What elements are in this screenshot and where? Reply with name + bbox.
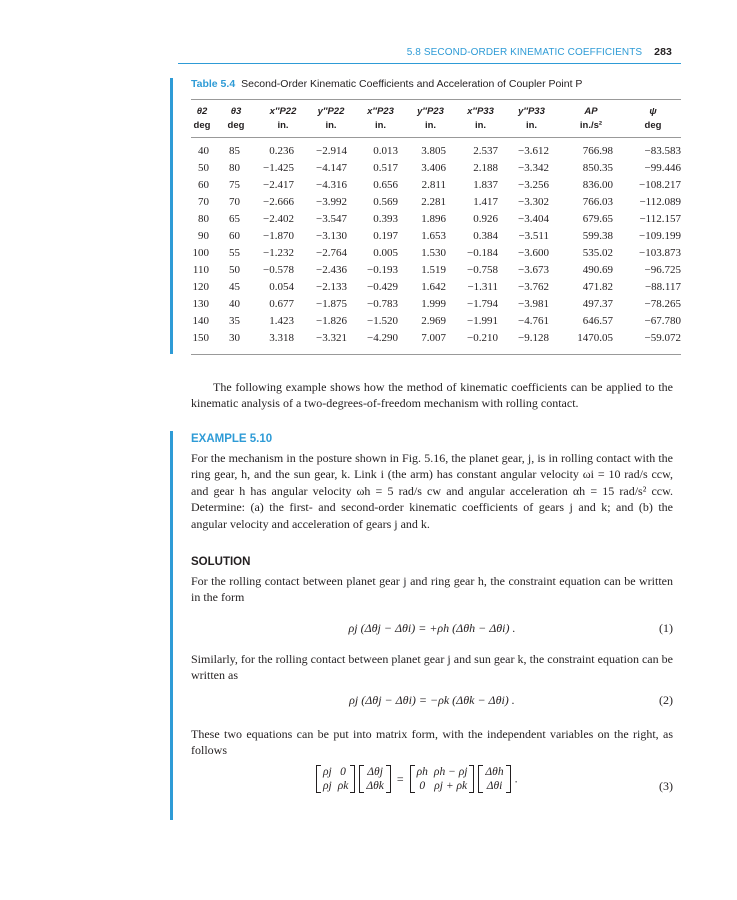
table-row xyxy=(191,193,681,210)
table-cell: −0.210 xyxy=(467,331,498,344)
m2-r2c1: 0 xyxy=(419,780,426,792)
table-cell: −2.764 xyxy=(316,246,347,259)
table-row xyxy=(191,227,681,244)
table-cell: −0.783 xyxy=(367,297,398,310)
table-row xyxy=(191,261,681,278)
table-cell: −1.520 xyxy=(367,314,398,327)
table-cell: 0.054 xyxy=(269,280,294,293)
table-cell: 1.519 xyxy=(421,263,446,276)
table-cell: −99.446 xyxy=(644,161,681,174)
table-cell: 35 xyxy=(229,314,240,327)
table-cell: −2.436 xyxy=(316,263,347,276)
table-cell: 3.406 xyxy=(421,161,446,174)
header-unit: deg xyxy=(227,119,245,131)
table-cell: 1.423 xyxy=(269,314,294,327)
table-cell: 80 xyxy=(229,161,240,174)
table-cell: −0.193 xyxy=(367,263,398,276)
table-cell: 110 xyxy=(192,263,209,276)
table-cell: −3.302 xyxy=(518,195,549,208)
table-cell: −112.089 xyxy=(639,195,681,208)
m1-r2c2: ρk xyxy=(337,780,349,792)
table-cell: −3.612 xyxy=(518,144,549,157)
table-cell: −1.870 xyxy=(263,229,294,242)
table-cell: 3.318 xyxy=(269,331,294,344)
table-cell: −1.425 xyxy=(263,161,294,174)
solution-para-2: Similarly, for the rolling contact between planet gear j and sun gear k, the constraint equation can be written as xyxy=(191,652,673,683)
equation-1-body: ρj (Δθj − Δθi) = +ρh (Δθh − Δθi) . xyxy=(348,621,516,635)
table-cell: −4.147 xyxy=(316,161,347,174)
equals-sign: = xyxy=(396,771,404,786)
section-title: 5.8 SECOND-ORDER KINEMATIC COEFFICIENTS xyxy=(406,47,643,58)
table-cell: 1.417 xyxy=(473,195,498,208)
table-cell: 2.811 xyxy=(421,178,446,191)
running-head xyxy=(0,46,672,58)
equation-2-number: (2) xyxy=(659,693,673,707)
table-cell: 836.00 xyxy=(582,178,613,191)
table-cell: 150 xyxy=(192,331,209,344)
m2-r1c2: ρh − ρj xyxy=(433,766,468,778)
table-cell: −83.583 xyxy=(644,144,681,157)
table-cell: −3.256 xyxy=(518,178,549,191)
table-cell: 75 xyxy=(229,178,240,191)
header-symbol: AP xyxy=(584,105,598,117)
table-cell: −67.780 xyxy=(644,314,681,327)
m2-r2c2: ρj + ρk xyxy=(434,780,468,792)
table-cell: −3.130 xyxy=(316,229,347,242)
table-cell: −3.342 xyxy=(518,161,549,174)
equation-2 xyxy=(191,693,673,715)
page-number: 283 xyxy=(654,46,672,58)
table-cell: 70 xyxy=(229,195,240,208)
header-unit: in. xyxy=(325,119,337,131)
table-cell: −88.117 xyxy=(644,280,681,293)
table-cell: 50 xyxy=(229,263,240,276)
table-cell: 0.517 xyxy=(373,161,398,174)
table-cell: −3.547 xyxy=(316,212,347,225)
table-header-rule xyxy=(191,137,681,138)
table-cell: −3.511 xyxy=(518,229,549,242)
table-cell: −0.429 xyxy=(367,280,398,293)
v1-r1: Δθj xyxy=(367,766,383,778)
table-cell: −4.316 xyxy=(316,178,347,191)
table-row xyxy=(191,210,681,227)
coefficient-matrix-left xyxy=(316,765,355,793)
table-cell: 0.197 xyxy=(373,229,398,242)
table-cell: 766.03 xyxy=(582,195,613,208)
table-row xyxy=(191,329,681,346)
table-row xyxy=(191,142,681,159)
table-cell: 140 xyxy=(192,314,209,327)
table-cell: 0.926 xyxy=(473,212,498,225)
header-unit: in. xyxy=(525,119,538,131)
table-cell: 2.969 xyxy=(421,314,446,327)
example-text: For the mechanism in the posture shown in Fig. 5.16, the planet gear, j, is in rolling contact with the ring gear, h, and the sun gear, k. Link i (the arm) has constant angular velocity ωi = 10 rad/s ccw, and gear h has angular velocity ωh = 5 rad/s cw and angular acceleration αh = 15 rad/s² ccw. Determine: (a) the first- and second-order kinematic coefficients of gears j and k; and (b) the angular velocity and acceleration of gears j and k. xyxy=(191,451,673,531)
table-cell: −1.232 xyxy=(263,246,294,259)
table-cell: 2.537 xyxy=(473,144,498,157)
table-cell: 0.569 xyxy=(373,195,398,208)
table-margin-bar xyxy=(170,78,173,354)
table-cell: 40 xyxy=(229,297,240,310)
header-rule xyxy=(178,63,681,64)
example-label: EXAMPLE 5.10 xyxy=(191,433,273,445)
table-cell: −2.914 xyxy=(316,144,347,157)
table-cell: 490.69 xyxy=(582,263,613,276)
matrix-equation xyxy=(316,765,518,793)
table-row xyxy=(191,312,681,329)
header-symbol: y″P22 xyxy=(317,105,345,117)
table-row xyxy=(191,295,681,312)
table-cell: 0.384 xyxy=(473,229,498,242)
table-cell: −109.199 xyxy=(639,229,681,242)
equation-3 xyxy=(191,765,673,809)
v1-r2: Δθk xyxy=(366,780,384,792)
v2-r1: Δθh xyxy=(485,766,504,778)
independent-vector xyxy=(478,765,510,793)
table-row xyxy=(191,278,681,295)
table-row xyxy=(191,159,681,176)
example-margin-bar xyxy=(170,431,173,820)
table-cell: −3.321 xyxy=(316,331,347,344)
table-cell: 1.896 xyxy=(421,212,446,225)
table-cell: −2.417 xyxy=(263,178,294,191)
table-cell: −4.761 xyxy=(518,314,549,327)
table-cell: 85 xyxy=(229,144,240,157)
table-cell: −2.133 xyxy=(316,280,347,293)
table-cell: −78.265 xyxy=(644,297,681,310)
dependent-vector xyxy=(359,765,391,793)
table-cell: 646.57 xyxy=(582,314,613,327)
table-cell: 70 xyxy=(198,195,209,208)
table-cell: −3.404 xyxy=(518,212,549,225)
header-unit: in. xyxy=(424,119,437,131)
table-cell: −59.072 xyxy=(644,331,681,344)
table-cell: 90 xyxy=(198,229,209,242)
table-cell: −2.402 xyxy=(263,212,294,225)
table-cell: 65 xyxy=(229,212,240,225)
table-row xyxy=(191,176,681,193)
table-cell: −0.184 xyxy=(467,246,498,259)
table-cell: 0.656 xyxy=(373,178,398,191)
header-symbol: x″P33 xyxy=(467,105,494,117)
table-cell: 1.999 xyxy=(421,297,446,310)
table-cell: −1.826 xyxy=(316,314,347,327)
solution-heading: SOLUTION xyxy=(191,556,251,568)
table-cell: 55 xyxy=(229,246,240,259)
header-symbol: x″P23 xyxy=(367,105,394,117)
table-cell: 497.37 xyxy=(582,297,613,310)
table-cell: −103.873 xyxy=(639,246,681,259)
table-top-rule xyxy=(191,99,681,100)
table-cell: −1.311 xyxy=(467,280,498,293)
header-symbol: x″P22 xyxy=(269,105,297,117)
table-cell: 45 xyxy=(229,280,240,293)
header-unit: in. xyxy=(374,119,387,131)
table-cell: −96.725 xyxy=(644,263,681,276)
table-header xyxy=(191,104,681,132)
header-unit: in./s² xyxy=(579,119,603,131)
equation-3-number: (3) xyxy=(659,779,673,793)
table-row xyxy=(191,244,681,261)
table-cell: 130 xyxy=(192,297,209,310)
table-cell: −3.762 xyxy=(518,280,549,293)
header-unit: in. xyxy=(277,119,289,131)
table-cell: −1.991 xyxy=(467,314,498,327)
header-unit: deg xyxy=(644,119,662,131)
table-cell: 7.007 xyxy=(421,331,446,344)
table-cell: 0.005 xyxy=(373,246,398,259)
table-cell: 40 xyxy=(198,144,209,157)
table-cell: −3.981 xyxy=(518,297,549,310)
table-cell: −108.217 xyxy=(639,178,681,191)
equation-1 xyxy=(191,621,673,643)
table-cell: −112.157 xyxy=(639,212,681,225)
table-cell: 0.393 xyxy=(373,212,398,225)
intro-paragraph xyxy=(191,379,673,412)
m1-r1c1: ρj xyxy=(323,766,332,778)
table-cell: 2.188 xyxy=(473,161,498,174)
equation-end: . xyxy=(514,771,518,786)
table-cell: 1.642 xyxy=(421,280,446,293)
header-unit: deg xyxy=(193,119,211,131)
table-cell: −3.673 xyxy=(518,263,549,276)
table-cell: 50 xyxy=(198,161,209,174)
table-caption xyxy=(191,78,582,90)
table-cell: −4.290 xyxy=(367,331,398,344)
table-cell: 535.02 xyxy=(582,246,613,259)
table-cell: 30 xyxy=(229,331,240,344)
header-symbol: ψ xyxy=(649,105,657,117)
table-cell: 850.35 xyxy=(582,161,613,174)
table-cell: −0.758 xyxy=(467,263,498,276)
table-cell: 1.837 xyxy=(473,178,498,191)
equation-2-body: ρj (Δθj − Δθi) = −ρk (Δθk − Δθi) . xyxy=(349,693,515,707)
table-cell: 0.677 xyxy=(269,297,294,310)
table-bottom-rule xyxy=(191,354,681,355)
table-label: Table 5.4 xyxy=(191,78,236,90)
table-cell: 0.236 xyxy=(269,144,294,157)
table-body xyxy=(191,142,681,346)
equation-1-number: (1) xyxy=(659,621,673,635)
table-cell: −3.992 xyxy=(316,195,347,208)
header-symbol: y″P23 xyxy=(417,105,444,117)
table-cell: −0.578 xyxy=(263,263,294,276)
m2-r1c1: ρh xyxy=(416,766,428,778)
table-cell: 1.653 xyxy=(421,229,446,242)
header-symbol: θ3 xyxy=(230,105,242,117)
v2-r2: Δθi xyxy=(486,780,503,792)
table-cell: −1.875 xyxy=(316,297,347,310)
table-cell: 80 xyxy=(198,212,209,225)
table-cell: 2.281 xyxy=(421,195,446,208)
table-caption-text: Second-Order Kinematic Coefficients and Acceleration of Coupler Point P xyxy=(241,78,583,90)
header-symbol: θ2 xyxy=(196,105,208,117)
table-cell: 0.013 xyxy=(373,144,398,157)
solution-para-1: For the rolling contact between planet gear j and ring gear h, the constraint equation can be written in the form xyxy=(191,574,673,605)
header-unit: in. xyxy=(474,119,487,131)
solution-para-3: These two equations can be put into matrix form, with the independent variables on the right, as follows xyxy=(191,727,673,758)
table-cell: 1.530 xyxy=(421,246,446,259)
table-cell: 120 xyxy=(192,280,209,293)
table-cell: −1.794 xyxy=(467,297,498,310)
table-cell: 679.65 xyxy=(582,212,613,225)
coefficient-matrix-right xyxy=(410,765,475,793)
table-cell: 1470.05 xyxy=(577,331,613,344)
m1-r1c2: 0 xyxy=(340,766,346,778)
header-symbol: y″P33 xyxy=(518,105,545,117)
table-cell: −2.666 xyxy=(263,195,294,208)
table-cell: 766.98 xyxy=(582,144,613,157)
table-cell: 599.38 xyxy=(582,229,613,242)
table-cell: 60 xyxy=(198,178,209,191)
table-cell: 471.82 xyxy=(582,280,613,293)
intro-text: The following example shows how the method of kinematic coefficients can be applied to the kinematic analysis of a two-degrees-of-freedom mechanism with rolling contact. xyxy=(191,380,673,411)
table-cell: −9.128 xyxy=(518,331,549,344)
m1-r2c1: ρj xyxy=(323,780,332,792)
table-cell: 100 xyxy=(192,246,209,259)
table-cell: 3.805 xyxy=(421,144,446,157)
table-cell: 60 xyxy=(229,229,240,242)
table-cell: −3.600 xyxy=(518,246,549,259)
